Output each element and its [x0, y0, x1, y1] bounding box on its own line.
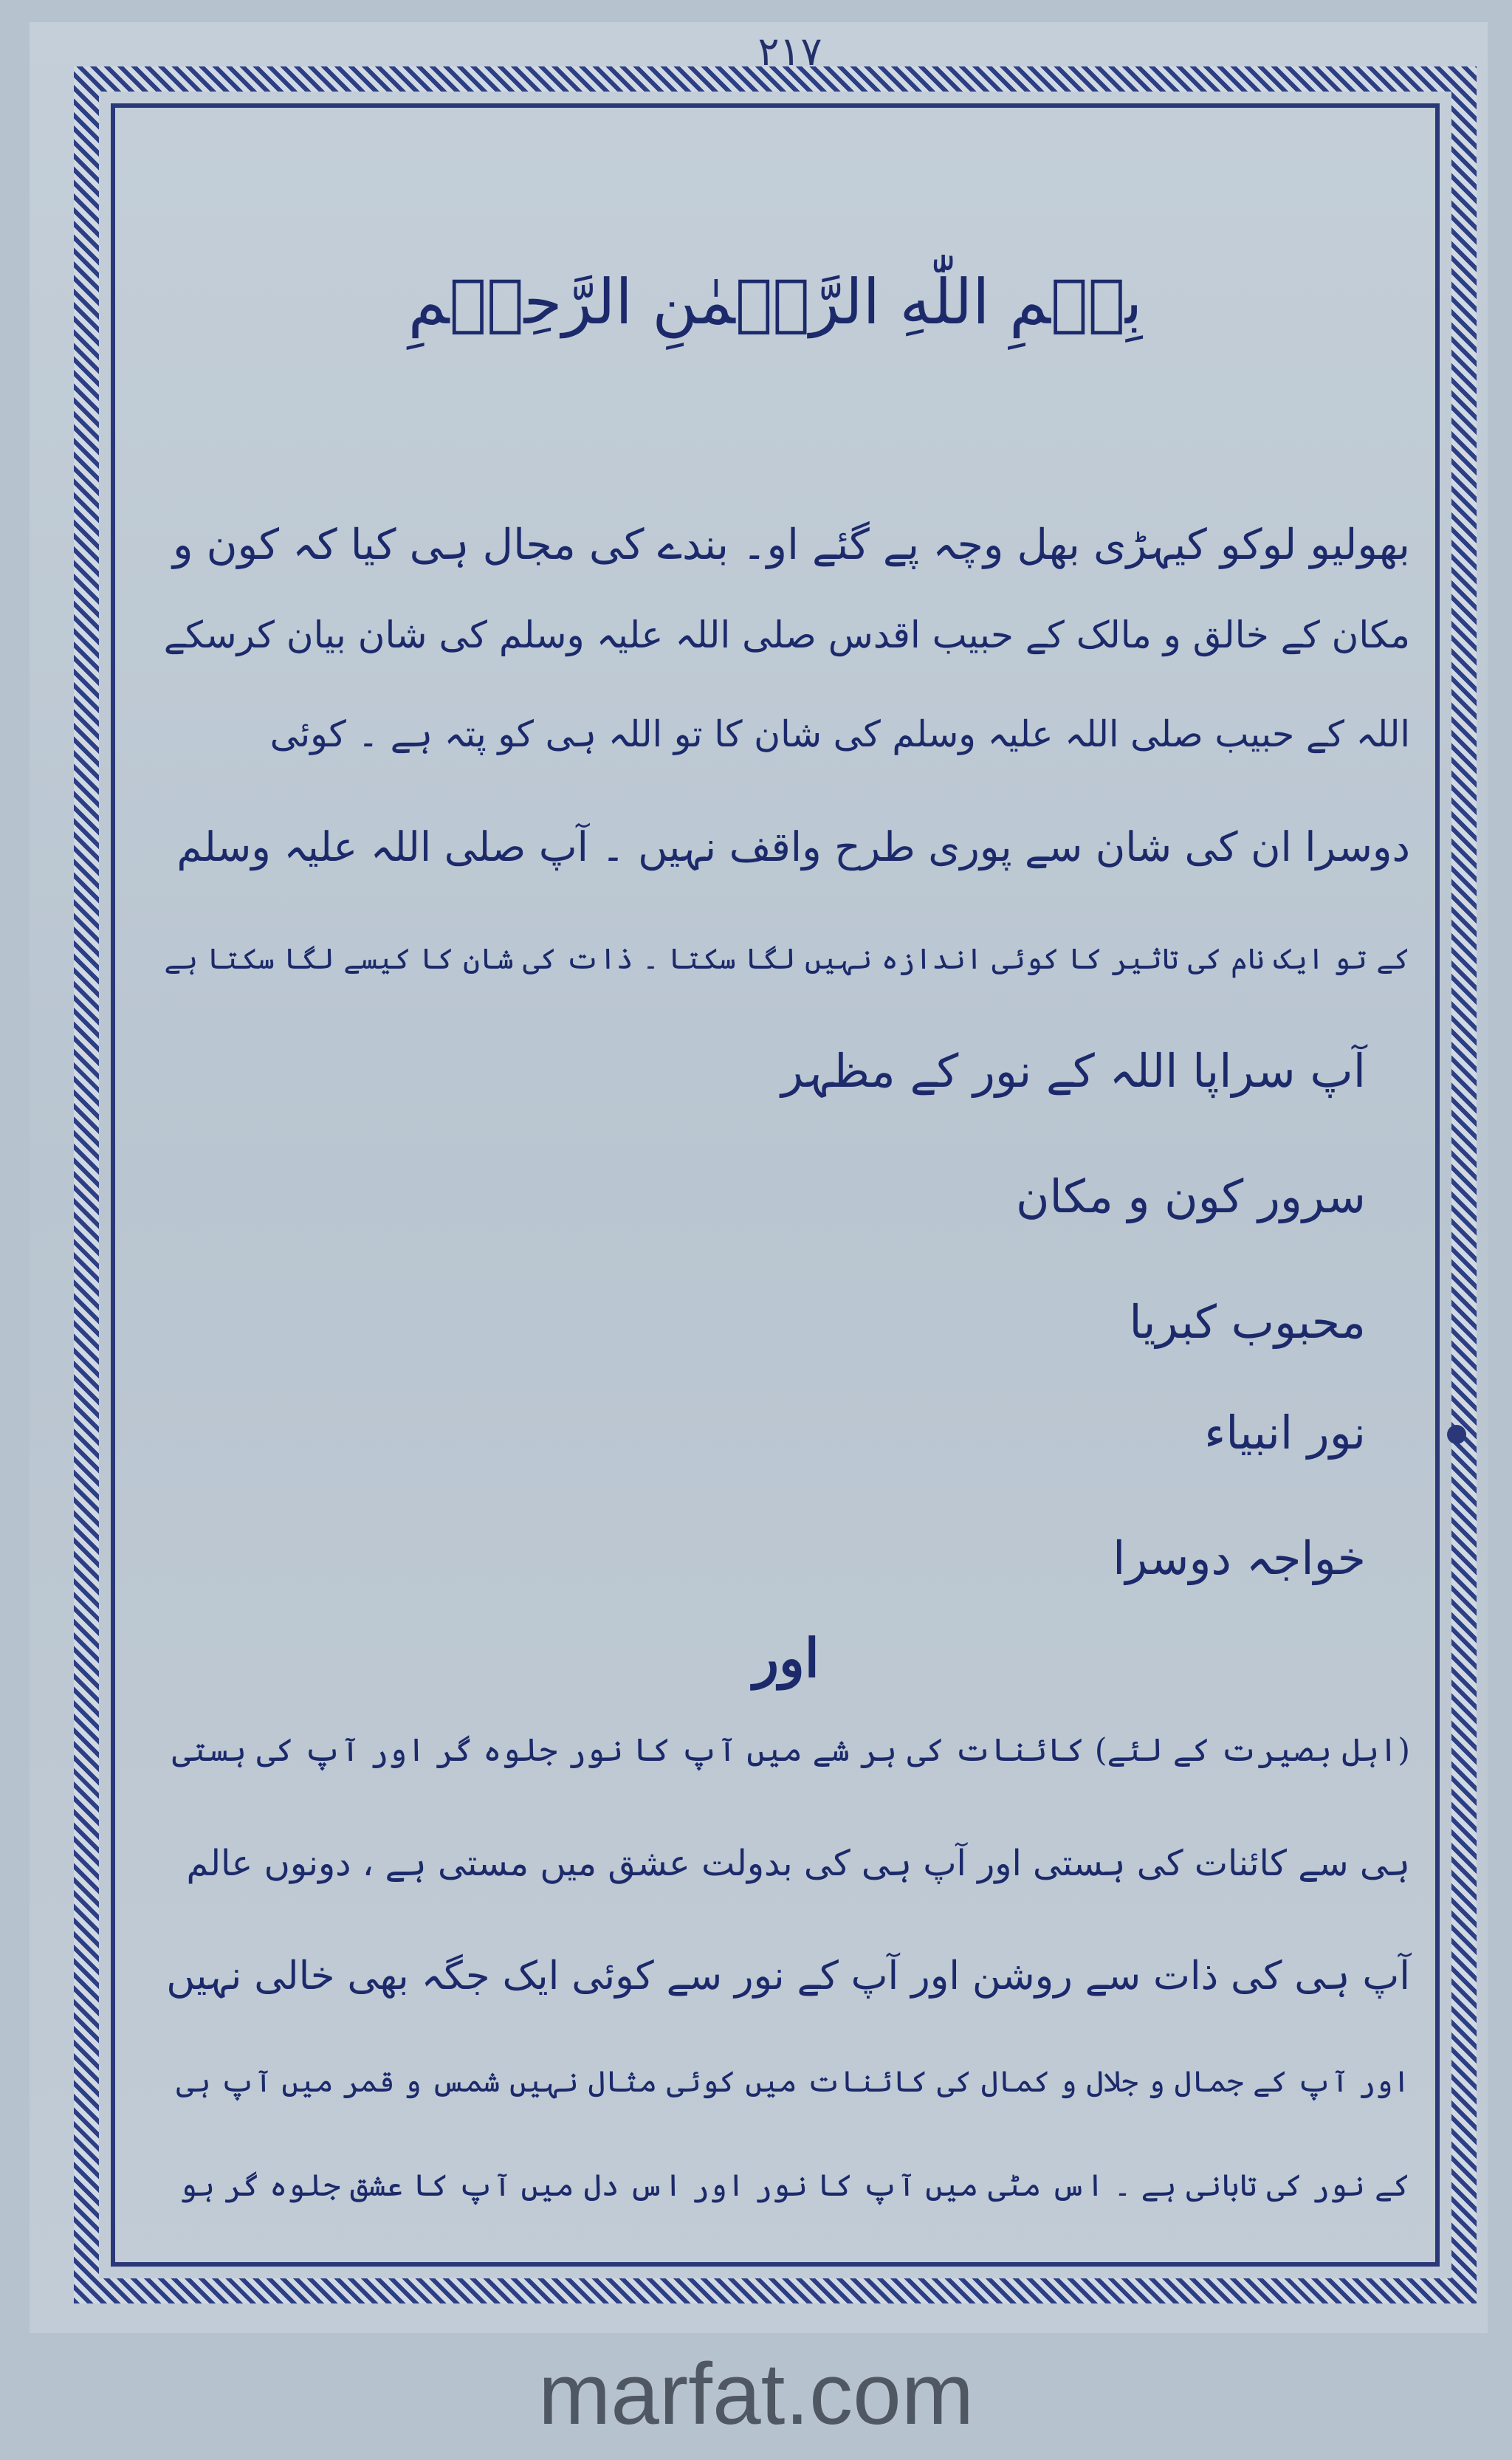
paragraph-line: کے نور کی تابانی ہے ۔ اس مٹی میں آپ کا نور اور اس دل میں آپ کا عشق جلوہ گر ہو — [179, 2168, 1410, 2203]
title-line: خواجہ دوسرا — [1113, 1531, 1366, 1585]
title-line: آپ سراپا اللہ کے نور کے مظہر — [781, 1044, 1366, 1098]
paragraph-line: کے تو ایک نام کی تاثیر کا کوئی اندازہ نہیں لگا سکتا ۔ ذات کی شان کا کیسے لگا سکتا ہے — [164, 943, 1410, 976]
book-page — [30, 22, 1488, 2333]
paragraph-line: بھولیو لوکو کیہڑی بھل وچہ پے گئے او۔ بندے کی مجال ہی کیا کہ کون و — [172, 520, 1410, 569]
page-number: ٢١٧ — [757, 28, 822, 75]
title-line: محبوب کبریا — [1129, 1295, 1366, 1349]
paragraph-line: مکان کے خالق و مالک کے حبیب اقدس صلی اللہ علیہ وسلم کی شان بیان کرسکے — [163, 614, 1410, 656]
paragraph-line: آپ ہی کی ذات سے روشن اور آپ کے نور سے کوئی ایک جگہ بھی خالی نہیں — [166, 1954, 1410, 1999]
paragraph-line: اور آپ کے جمال و جلال و کمال کی کائنات میں کوئی مثال نہیں شمس و قمر میں آپ ہی — [176, 2065, 1410, 2099]
paragraph-line: اللہ کے حبیب صلی اللہ علیہ وسلم کی شان کا تو اللہ ہی کو پتہ ہے ۔ کوئی — [269, 713, 1410, 755]
title-line: نور انبیاء — [1204, 1406, 1366, 1460]
paragraph-line: دوسرا ان کی شان سے پوری طرح واقف نہیں ۔ آپ صلی اللہ علیہ وسلم — [176, 823, 1410, 870]
title-line: سرور کون و مکان — [1015, 1169, 1366, 1223]
paragraph-line: (اہل بصیرت کے لئے) کائنات کی ہر شے میں آپ کا نور جلوہ گر اور آپ کی ہستی — [172, 1732, 1410, 1769]
paragraph-line: ہی سے کائنات کی ہستی اور آپ ہی کی بدولت عشق میں مستی ہے ، دونوں عالم — [186, 1843, 1410, 1884]
binding-hole-dot — [1447, 1425, 1466, 1444]
watermark-text: marfat.com — [537, 2346, 975, 2443]
bismillah-heading: بِسۡمِ اللّٰهِ الرَّحۡمٰنِ الرَّحِيۡمِ — [408, 266, 1143, 338]
section-heading: اور — [753, 1626, 819, 1689]
